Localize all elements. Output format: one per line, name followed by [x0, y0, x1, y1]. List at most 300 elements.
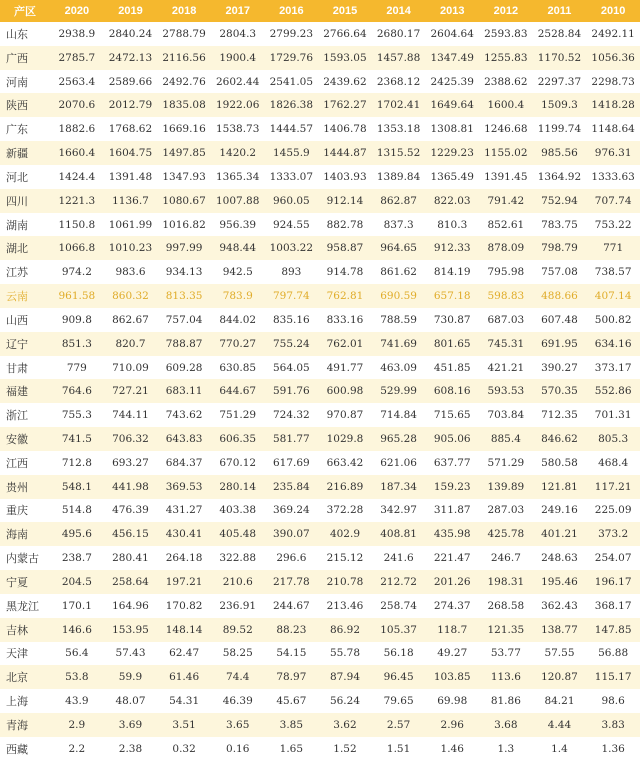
value-cell: 878.09 [487, 242, 525, 255]
value-cell: 514.8 [61, 504, 92, 517]
value-cell: 643.83 [165, 432, 203, 445]
column-header-region: 产区 [14, 6, 37, 18]
value-cell: 213.46 [326, 599, 364, 612]
value-cell: 2492.76 [162, 75, 206, 88]
value-cell: 835.16 [272, 313, 310, 326]
value-cell: 1424.4 [58, 170, 96, 183]
value-cell: 755.24 [272, 337, 310, 350]
value-cell: 757.04 [165, 313, 203, 326]
value-cell: 1497.85 [162, 147, 206, 160]
value-cell: 914.78 [326, 266, 364, 279]
value-cell: 139.89 [487, 480, 525, 493]
value-cell: 105.37 [380, 623, 417, 636]
value-cell: 942.5 [222, 266, 253, 279]
table-row [0, 713, 640, 737]
table-row [0, 260, 640, 284]
value-cell: 170.1 [61, 599, 92, 612]
table-row [0, 356, 640, 380]
value-cell: 571.29 [487, 456, 525, 469]
value-cell: 148.14 [165, 623, 203, 636]
value-cell: 693.27 [112, 456, 149, 469]
column-header-year: 2011 [547, 5, 572, 17]
table-row [0, 70, 640, 94]
value-cell: 81.86 [490, 695, 521, 708]
value-cell: 1365.34 [216, 170, 260, 183]
value-cell: 2785.7 [58, 51, 96, 64]
value-cell: 61.46 [169, 671, 200, 684]
table-row [0, 475, 640, 499]
value-cell: 644.67 [219, 385, 257, 398]
value-cell: 741.69 [380, 337, 417, 350]
region-name-cell: 新疆 [6, 147, 28, 161]
value-cell: 369.53 [165, 480, 203, 493]
table-body [0, 22, 640, 761]
value-cell: 752.94 [541, 194, 578, 207]
value-cell: 701.31 [594, 409, 632, 422]
value-cell: 235.84 [272, 480, 310, 493]
value-cell: 201.26 [433, 575, 471, 588]
value-cell: 797.74 [272, 290, 310, 303]
value-cell: 960.05 [272, 194, 310, 207]
value-cell: 751.29 [219, 409, 257, 422]
value-cell: 1768.62 [108, 123, 153, 136]
column-header-year: 2019 [118, 5, 143, 17]
value-cell: 852.61 [487, 218, 525, 231]
value-cell: 985.56 [541, 147, 578, 160]
region-name-cell: 重庆 [6, 504, 28, 518]
value-cell: 764.6 [61, 385, 92, 398]
value-cell: 2.96 [440, 718, 464, 731]
value-cell: 1246.68 [484, 123, 528, 136]
region-name-cell: 湖北 [6, 242, 28, 256]
value-cell: 2680.17 [376, 27, 421, 40]
value-cell: 280.41 [112, 552, 149, 565]
value-cell: 96.45 [383, 671, 414, 684]
value-cell: 1649.64 [430, 99, 474, 112]
value-cell: 2541.05 [269, 75, 314, 88]
table-row [0, 22, 640, 46]
value-cell: 56.88 [598, 647, 629, 660]
region-name-cell: 内蒙古 [6, 552, 39, 566]
value-cell: 598.83 [487, 290, 525, 303]
value-cell: 961.58 [58, 290, 96, 303]
value-cell: 57.43 [115, 647, 146, 660]
value-cell: 401.21 [541, 528, 578, 541]
value-cell: 84.21 [544, 695, 575, 708]
value-cell: 687.03 [487, 313, 525, 326]
value-cell: 710.09 [112, 361, 149, 374]
value-cell: 1391.45 [484, 170, 528, 183]
table-row [0, 308, 640, 332]
column-header-year: 2018 [171, 5, 197, 17]
value-cell: 79.65 [383, 695, 414, 708]
value-cell: 970.87 [326, 409, 364, 422]
value-cell: 89.52 [222, 623, 253, 636]
value-cell: 3.85 [279, 718, 304, 731]
region-name-cell: 河北 [6, 170, 28, 184]
value-cell: 435.98 [433, 528, 471, 541]
region-name-cell: 云南 [6, 290, 28, 304]
value-cell: 118.7 [437, 623, 468, 636]
value-cell: 372.28 [326, 504, 364, 517]
table-row [0, 284, 640, 308]
value-cell: 2766.64 [323, 27, 367, 40]
value-cell: 715.65 [433, 409, 471, 422]
table-row [0, 93, 640, 117]
value-cell: 1056.36 [591, 51, 635, 64]
value-cell: 1538.73 [216, 123, 260, 136]
value-cell: 1066.8 [58, 242, 96, 255]
value-cell: 1669.16 [162, 123, 206, 136]
value-cell: 2804.3 [219, 27, 257, 40]
region-name-cell: 山西 [6, 313, 28, 327]
region-name-cell: 江苏 [6, 266, 28, 280]
table-row [0, 165, 640, 189]
value-cell: 912.14 [326, 194, 364, 207]
value-cell: 1003.22 [269, 242, 314, 255]
value-cell: 1729.76 [269, 51, 314, 64]
value-cell: 1403.93 [323, 170, 367, 183]
value-cell: 198.31 [487, 575, 525, 588]
value-cell: 45.67 [276, 695, 307, 708]
value-cell: 974.2 [61, 266, 92, 279]
value-cell: 56.18 [383, 647, 414, 660]
value-cell: 86.92 [329, 623, 360, 636]
value-cell: 663.42 [326, 456, 364, 469]
value-cell: 630.85 [219, 361, 257, 374]
value-cell: 1509.3 [541, 99, 578, 112]
region-name-cell: 广东 [6, 123, 28, 137]
value-cell: 59.9 [118, 671, 143, 684]
value-cell: 712.35 [541, 409, 578, 422]
value-cell: 691.95 [541, 337, 578, 350]
value-cell: 608.16 [433, 385, 471, 398]
value-cell: 2.9 [68, 718, 86, 731]
value-cell: 706.32 [112, 432, 149, 445]
value-cell: 1199.74 [537, 123, 582, 136]
table-row [0, 499, 640, 523]
value-cell: 743.62 [165, 409, 203, 422]
value-cell: 49.27 [437, 647, 468, 660]
value-cell: 215.12 [326, 552, 364, 565]
value-cell: 1.3 [497, 742, 515, 755]
value-cell: 634.16 [594, 337, 632, 350]
value-cell: 2528.84 [537, 27, 582, 40]
value-cell: 2472.13 [108, 51, 153, 64]
value-cell: 924.55 [272, 218, 310, 231]
value-cell: 187.34 [380, 480, 417, 493]
value-cell: 1.51 [386, 742, 411, 755]
value-cell: 476.39 [112, 504, 149, 517]
value-cell: 621.06 [380, 456, 417, 469]
value-cell: 1444.87 [323, 147, 367, 160]
value-cell: 373.17 [594, 361, 632, 374]
value-cell: 1.65 [279, 742, 304, 755]
value-cell: 113.6 [490, 671, 521, 684]
value-cell: 495.6 [61, 528, 92, 541]
value-cell: 934.13 [165, 266, 203, 279]
value-cell: 593.53 [487, 385, 525, 398]
value-cell: 249.16 [541, 504, 578, 517]
value-cell: 48.07 [115, 695, 146, 708]
table-row [0, 665, 640, 689]
table-row [0, 642, 640, 666]
value-cell: 244.67 [272, 599, 310, 612]
column-header-year: 2016 [279, 5, 304, 17]
value-cell: 1702.41 [376, 99, 421, 112]
value-cell: 210.78 [326, 575, 364, 588]
region-name-cell: 甘肃 [6, 361, 28, 375]
value-cell: 1900.4 [219, 51, 257, 64]
value-cell: 103.85 [433, 671, 471, 684]
column-header-year: 2017 [225, 5, 250, 17]
table-row [0, 46, 640, 70]
value-cell: 1347.93 [162, 170, 206, 183]
value-cell: 814.19 [433, 266, 471, 279]
value-cell: 43.9 [65, 695, 89, 708]
value-cell: 2938.9 [58, 27, 96, 40]
value-cell: 1221.3 [58, 194, 96, 207]
value-cell: 488.66 [541, 290, 578, 303]
value-cell: 120.87 [541, 671, 578, 684]
value-cell: 390.27 [541, 361, 578, 374]
value-cell: 1.46 [440, 742, 464, 755]
table-row [0, 189, 640, 213]
table-row [0, 451, 640, 475]
value-cell: 69.98 [437, 695, 468, 708]
value-cell: 617.69 [272, 456, 310, 469]
value-cell: 1170.52 [537, 51, 582, 64]
value-cell: 322.88 [219, 552, 257, 565]
value-cell: 2589.66 [108, 75, 153, 88]
value-cell: 2368.12 [376, 75, 421, 88]
value-cell: 491.77 [326, 361, 364, 374]
value-cell: 801.65 [433, 337, 471, 350]
region-name-cell: 海南 [6, 528, 28, 542]
table-row [0, 213, 640, 237]
value-cell: 862.67 [112, 313, 149, 326]
value-cell: 153.95 [112, 623, 149, 636]
value-cell: 822.03 [433, 194, 471, 207]
value-cell: 241.6 [383, 552, 414, 565]
value-cell: 216.89 [326, 480, 364, 493]
table-row [0, 117, 640, 141]
value-cell: 1061.99 [108, 218, 153, 231]
value-cell: 3.51 [172, 718, 196, 731]
value-cell: 1007.88 [216, 194, 260, 207]
value-cell: 87.94 [329, 671, 360, 684]
region-name-cell: 吉林 [6, 623, 28, 637]
value-cell: 1420.2 [219, 147, 257, 160]
value-cell: 1150.8 [58, 218, 96, 231]
column-header-year: 2012 [493, 5, 519, 17]
value-cell: 965.28 [380, 432, 417, 445]
value-cell: 463.09 [380, 361, 417, 374]
table-row [0, 737, 640, 761]
value-cell: 1455.9 [272, 147, 310, 160]
value-cell: 274.37 [433, 599, 471, 612]
value-cell: 964.65 [380, 242, 417, 255]
value-cell: 57.55 [544, 647, 575, 660]
value-cell: 421.21 [487, 361, 525, 374]
value-cell: 1010.23 [108, 242, 153, 255]
value-cell: 762.81 [326, 290, 364, 303]
value-cell: 712.8 [61, 456, 92, 469]
value-cell: 56.4 [65, 647, 89, 660]
value-cell: 724.32 [272, 409, 310, 422]
value-cell: 2602.44 [216, 75, 260, 88]
value-cell: 0.32 [172, 742, 196, 755]
value-cell: 570.35 [541, 385, 578, 398]
region-name-cell: 河南 [6, 75, 28, 89]
value-cell: 225.09 [594, 504, 632, 517]
value-cell: 738.57 [594, 266, 632, 279]
value-cell: 905.06 [433, 432, 471, 445]
value-cell: 820.7 [115, 337, 146, 350]
value-cell: 745.31 [487, 337, 525, 350]
column-header-year: 2020 [64, 5, 90, 17]
value-cell: 4.44 [547, 718, 572, 731]
value-cell: 882.78 [326, 218, 364, 231]
value-cell: 390.07 [272, 528, 310, 541]
value-cell: 844.02 [219, 313, 257, 326]
table-row [0, 427, 640, 451]
value-cell: 362.43 [541, 599, 578, 612]
value-cell: 405.48 [219, 528, 257, 541]
value-cell: 1406.78 [323, 123, 367, 136]
value-cell: 403.38 [219, 504, 257, 517]
value-cell: 1826.38 [269, 99, 314, 112]
value-cell: 948.44 [219, 242, 257, 255]
value-cell: 606.35 [219, 432, 257, 445]
value-cell: 1333.07 [269, 170, 314, 183]
value-cell: 2563.4 [58, 75, 96, 88]
value-cell: 248.63 [541, 552, 578, 565]
value-cell: 2.38 [118, 742, 143, 755]
value-cell: 88.23 [276, 623, 307, 636]
region-name-cell: 黑龙江 [6, 599, 39, 613]
value-cell: 851.3 [61, 337, 92, 350]
value-cell: 1308.81 [430, 123, 474, 136]
table-header-row [0, 0, 640, 22]
value-cell: 795.98 [487, 266, 525, 279]
value-cell: 62.47 [169, 647, 200, 660]
value-cell: 637.77 [433, 456, 471, 469]
value-cell: 53.8 [65, 671, 89, 684]
value-cell: 500.82 [594, 313, 632, 326]
value-cell: 846.62 [541, 432, 578, 445]
region-name-cell: 山东 [6, 27, 28, 41]
table-row [0, 332, 640, 356]
value-cell: 2297.37 [537, 75, 582, 88]
value-cell: 744.11 [112, 409, 149, 422]
value-cell: 221.47 [433, 552, 471, 565]
value-cell: 1333.63 [591, 170, 635, 183]
value-cell: 451.85 [433, 361, 471, 374]
value-cell: 280.14 [219, 480, 257, 493]
column-header-year: 2010 [600, 5, 626, 17]
region-name-cell: 湖南 [6, 218, 28, 232]
value-cell: 983.6 [115, 266, 146, 279]
value-cell: 264.18 [165, 552, 203, 565]
value-cell: 3.65 [226, 718, 250, 731]
value-cell: 456.15 [112, 528, 149, 541]
region-name-cell: 上海 [6, 695, 28, 709]
value-cell: 753.22 [594, 218, 632, 231]
value-cell: 236.91 [219, 599, 257, 612]
value-cell: 714.84 [380, 409, 417, 422]
value-cell: 548.1 [61, 480, 92, 493]
value-cell: 2070.6 [58, 99, 96, 112]
value-cell: 402.9 [329, 528, 360, 541]
value-cell: 783.9 [222, 290, 253, 303]
value-cell: 147.85 [594, 623, 632, 636]
value-cell: 1444.57 [269, 123, 314, 136]
value-cell: 58.25 [222, 647, 253, 660]
value-cell: 342.97 [380, 504, 417, 517]
table-row [0, 618, 640, 642]
value-cell: 3.62 [333, 718, 357, 731]
value-cell: 657.18 [433, 290, 471, 303]
value-cell: 0.16 [226, 742, 250, 755]
value-cell: 1229.23 [430, 147, 474, 160]
value-cell: 195.46 [541, 575, 578, 588]
value-cell: 956.39 [219, 218, 257, 231]
value-cell: 2799.23 [269, 27, 314, 40]
value-cell: 431.27 [165, 504, 203, 517]
value-cell: 755.3 [61, 409, 92, 422]
column-header-year: 2015 [332, 5, 358, 17]
value-cell: 741.5 [61, 432, 92, 445]
value-cell: 1457.88 [376, 51, 421, 64]
column-header-year: 2013 [439, 5, 465, 17]
value-cell: 78.97 [276, 671, 307, 684]
value-cell: 2840.24 [108, 27, 153, 40]
value-cell: 997.99 [165, 242, 203, 255]
value-cell: 2388.62 [484, 75, 528, 88]
value-cell: 54.31 [169, 695, 200, 708]
value-cell: 369.24 [272, 504, 310, 517]
value-cell: 196.17 [594, 575, 632, 588]
value-cell: 783.75 [541, 218, 578, 231]
region-name-cell: 江西 [6, 456, 28, 470]
value-cell: 254.07 [594, 552, 632, 565]
region-name-cell: 宁夏 [6, 575, 28, 589]
value-cell: 287.03 [487, 504, 525, 517]
value-cell: 2788.79 [162, 27, 206, 40]
value-cell: 54.15 [276, 647, 307, 660]
value-cell: 1389.84 [376, 170, 421, 183]
value-cell: 197.21 [165, 575, 203, 588]
value-cell: 1364.92 [537, 170, 582, 183]
value-cell: 368.17 [594, 599, 632, 612]
value-cell: 212.72 [380, 575, 417, 588]
value-cell: 976.31 [594, 147, 632, 160]
value-cell: 813.35 [165, 290, 203, 303]
value-cell: 1593.05 [323, 51, 367, 64]
region-name-cell: 浙江 [6, 409, 28, 423]
value-cell: 373.2 [598, 528, 629, 541]
value-cell: 833.16 [326, 313, 364, 326]
value-cell: 1029.8 [326, 432, 364, 445]
column-header-year: 2014 [386, 5, 411, 17]
value-cell: 861.62 [380, 266, 417, 279]
value-cell: 2593.83 [484, 27, 528, 40]
value-cell: 3.83 [601, 718, 625, 731]
value-cell: 217.78 [272, 575, 310, 588]
value-cell: 170.82 [165, 599, 203, 612]
value-cell: 837.3 [383, 218, 414, 231]
